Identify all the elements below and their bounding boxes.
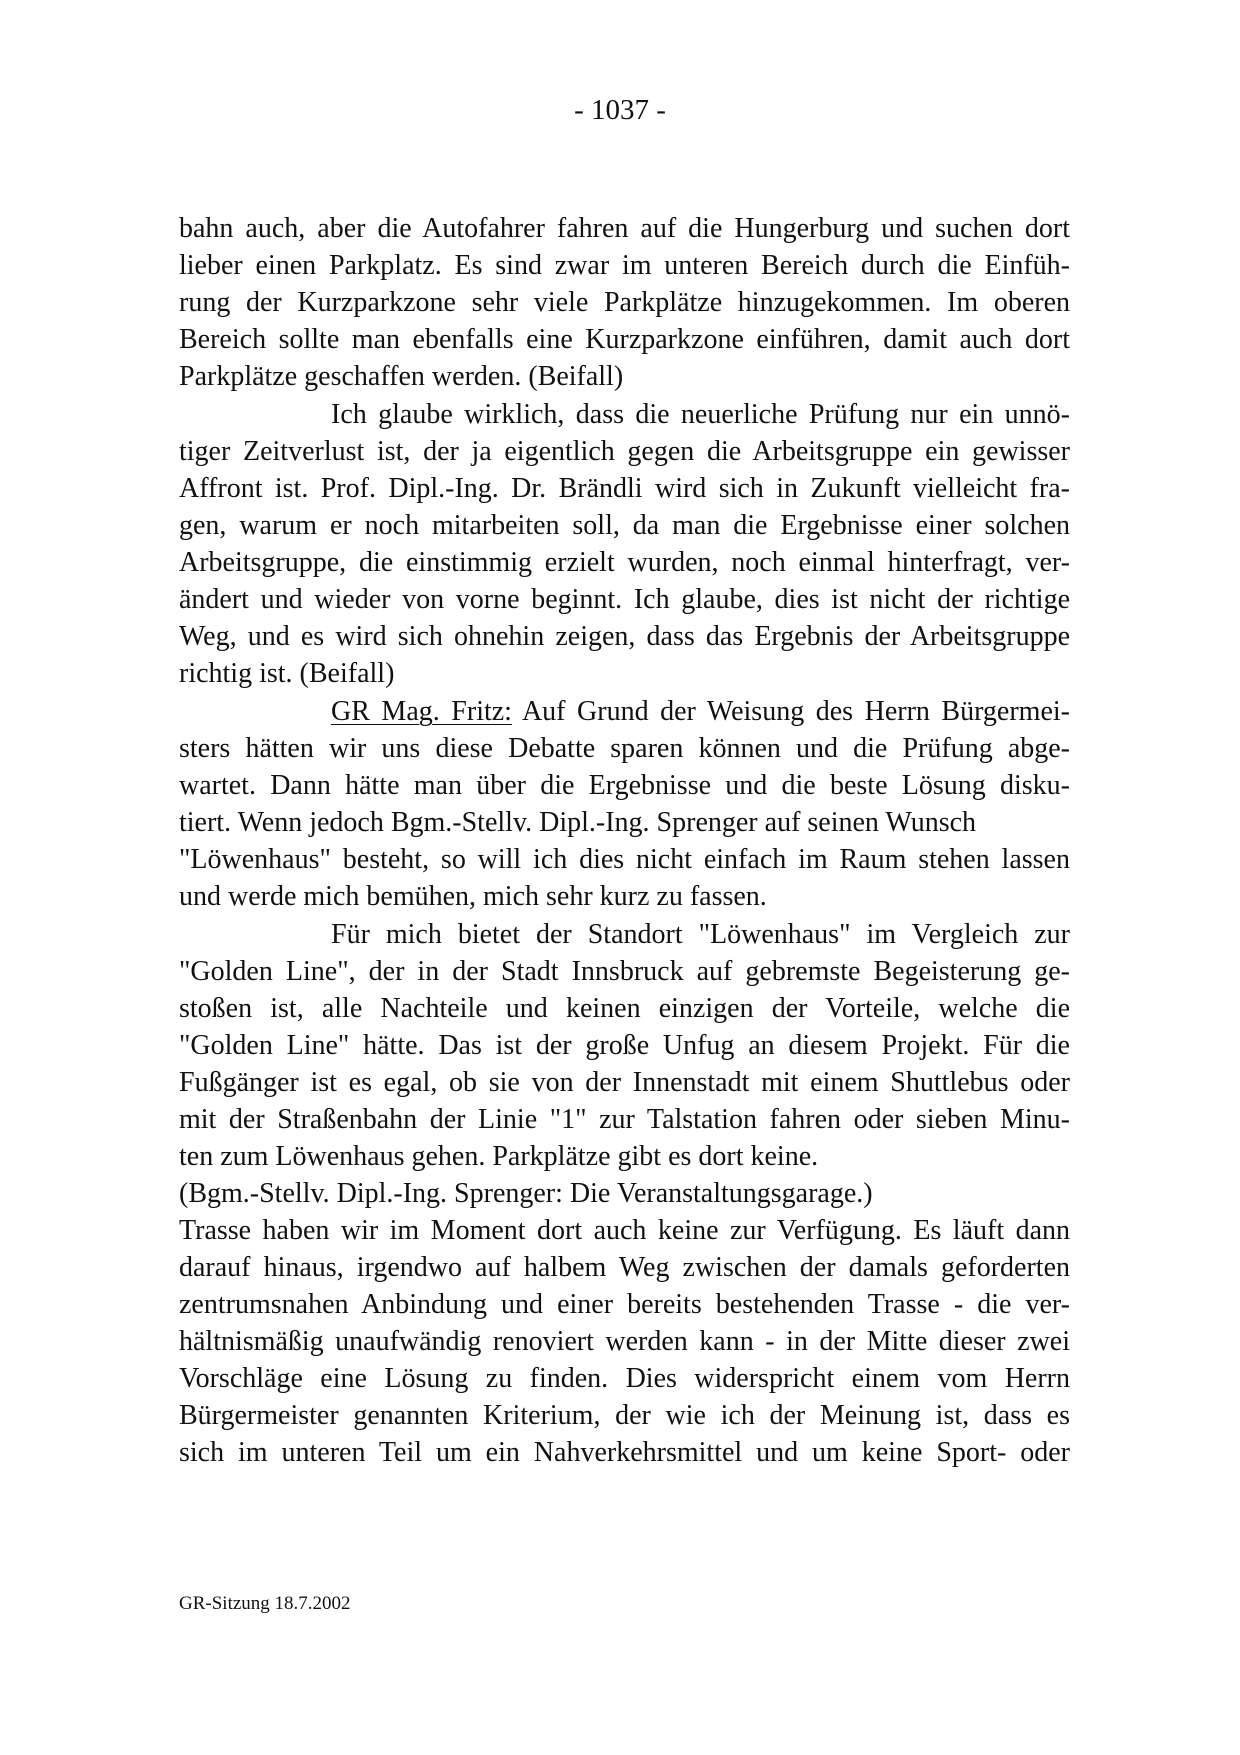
text-line <box>331 693 1070 730</box>
text-line: tiger Zeitverlust ist, der ja eigentlich gegen die Arbeitsgruppe ein gewisser <box>179 436 1070 467</box>
interjection: (Bgm.-Stellv. Dipl.-Ing. Sprenger: Die Veranstaltungsgarage.) <box>179 1178 873 1209</box>
text-line: Fußgänger ist es egal, ob sie von der Innenstadt mit einem Shuttlebus oder <box>179 1067 1070 1098</box>
text-line: Bürgermeister genannten Kriterium, der wie ich der Meinung ist, dass es <box>179 1400 1070 1431</box>
text-line: sters hätten wir uns diese Debatte sparen können und die Prüfung abge- <box>179 733 1070 764</box>
text-line: Arbeitsgruppe, die einstimmig erzielt wurden, noch einmal hinterfragt, ver- <box>179 547 1070 578</box>
text-line: richtig ist. (Beifall) <box>179 658 395 689</box>
text-line: Parkplätze geschaffen werden. (Beifall) <box>179 361 624 392</box>
text-line: Vorschläge eine Lösung zu finden. Dies widerspricht einem vom Herrn <box>179 1363 1070 1394</box>
text-line: ändert und wieder von vorne beginnt. Ich glaube, dies ist nicht der richtige <box>179 584 1070 615</box>
text-line: darauf hinaus, irgendwo auf halbem Weg zwischen der damals geforderten <box>179 1252 1070 1283</box>
page-number: - 1037 - <box>574 94 666 126</box>
footer: GR-Sitzung 18.7.2002 <box>179 1593 351 1614</box>
text-line: Ich glaube wirklich, dass die neuerliche Prüfung nur ein unnö- <box>331 399 1070 430</box>
text-line: Affront ist. Prof. Dipl.-Ing. Dr. Brändli wird sich in Zukunft vielleicht fra- <box>179 473 1070 504</box>
speaker-name: GR Mag. Fritz: <box>331 696 512 727</box>
text-line: hältnismäßig unaufwändig renoviert werden kann - in der Mitte dieser zwei <box>179 1326 1070 1357</box>
text-line: bahn auch, aber die Autofahrer fahren auf die Hungerburg und suchen dort <box>179 213 1070 244</box>
text-line: Weg, und es wird sich ohnehin zeigen, dass das Ergebnis der Arbeitsgruppe <box>179 621 1070 652</box>
text-line: stoßen ist, alle Nachteile und keinen einzigen der Vorteile, welche die <box>179 993 1070 1024</box>
speaker-text: Auf Grund der Weisung des Herrn Bürgermei- <box>511 696 1070 727</box>
text-line: Für mich bietet der Standort "Löwenhaus" im Vergleich zur <box>331 919 1070 950</box>
text-line: "Löwenhaus" besteht, so will ich dies nicht einfach im Raum stehen lassen <box>179 844 1070 875</box>
text-line: ten zum Löwenhaus gehen. Parkplätze gibt es dort keine. <box>179 1141 819 1172</box>
text-line: "Golden Line" hätte. Das ist der große Unfug an diesem Projekt. Für die <box>179 1030 1070 1061</box>
text-line: zentrumsnahen Anbindung und einer bereits bestehenden Trasse - die ver- <box>179 1289 1070 1320</box>
text-line: lieber einen Parkplatz. Es sind zwar im unteren Bereich durch die Einfüh- <box>179 250 1070 281</box>
text-line: rung der Kurzparkzone sehr viele Parkplätze hinzugekommen. Im oberen <box>179 287 1070 318</box>
text-line: Bereich sollte man ebenfalls eine Kurzparkzone einführen, damit auch dort <box>179 324 1070 355</box>
text-line: "Golden Line", der in der Stadt Innsbruck auf gebremste Begeisterung ge- <box>179 956 1070 987</box>
text-line: sich im unteren Teil um ein Nahverkehrsmittel und um keine Sport- oder <box>179 1437 1070 1468</box>
text-line: mit der Straßenbahn der Linie "1" zur Talstation fahren oder sieben Minu- <box>179 1104 1070 1135</box>
text-line: und werde mich bemühen, mich sehr kurz zu fassen. <box>179 881 767 912</box>
text-line: wartet. Dann hätte man über die Ergebnisse und die beste Lösung disku- <box>179 770 1070 801</box>
text-line: Trasse haben wir im Moment dort auch keine zur Verfügung. Es läuft dann <box>179 1215 1070 1246</box>
text-line: gen, warum er noch mitarbeiten soll, da man die Ergebnisse einer solchen <box>179 510 1070 541</box>
text-line: tiert. Wenn jedoch Bgm.-Stellv. Dipl.-Ing. Sprenger auf seinen Wunsch <box>179 807 977 838</box>
